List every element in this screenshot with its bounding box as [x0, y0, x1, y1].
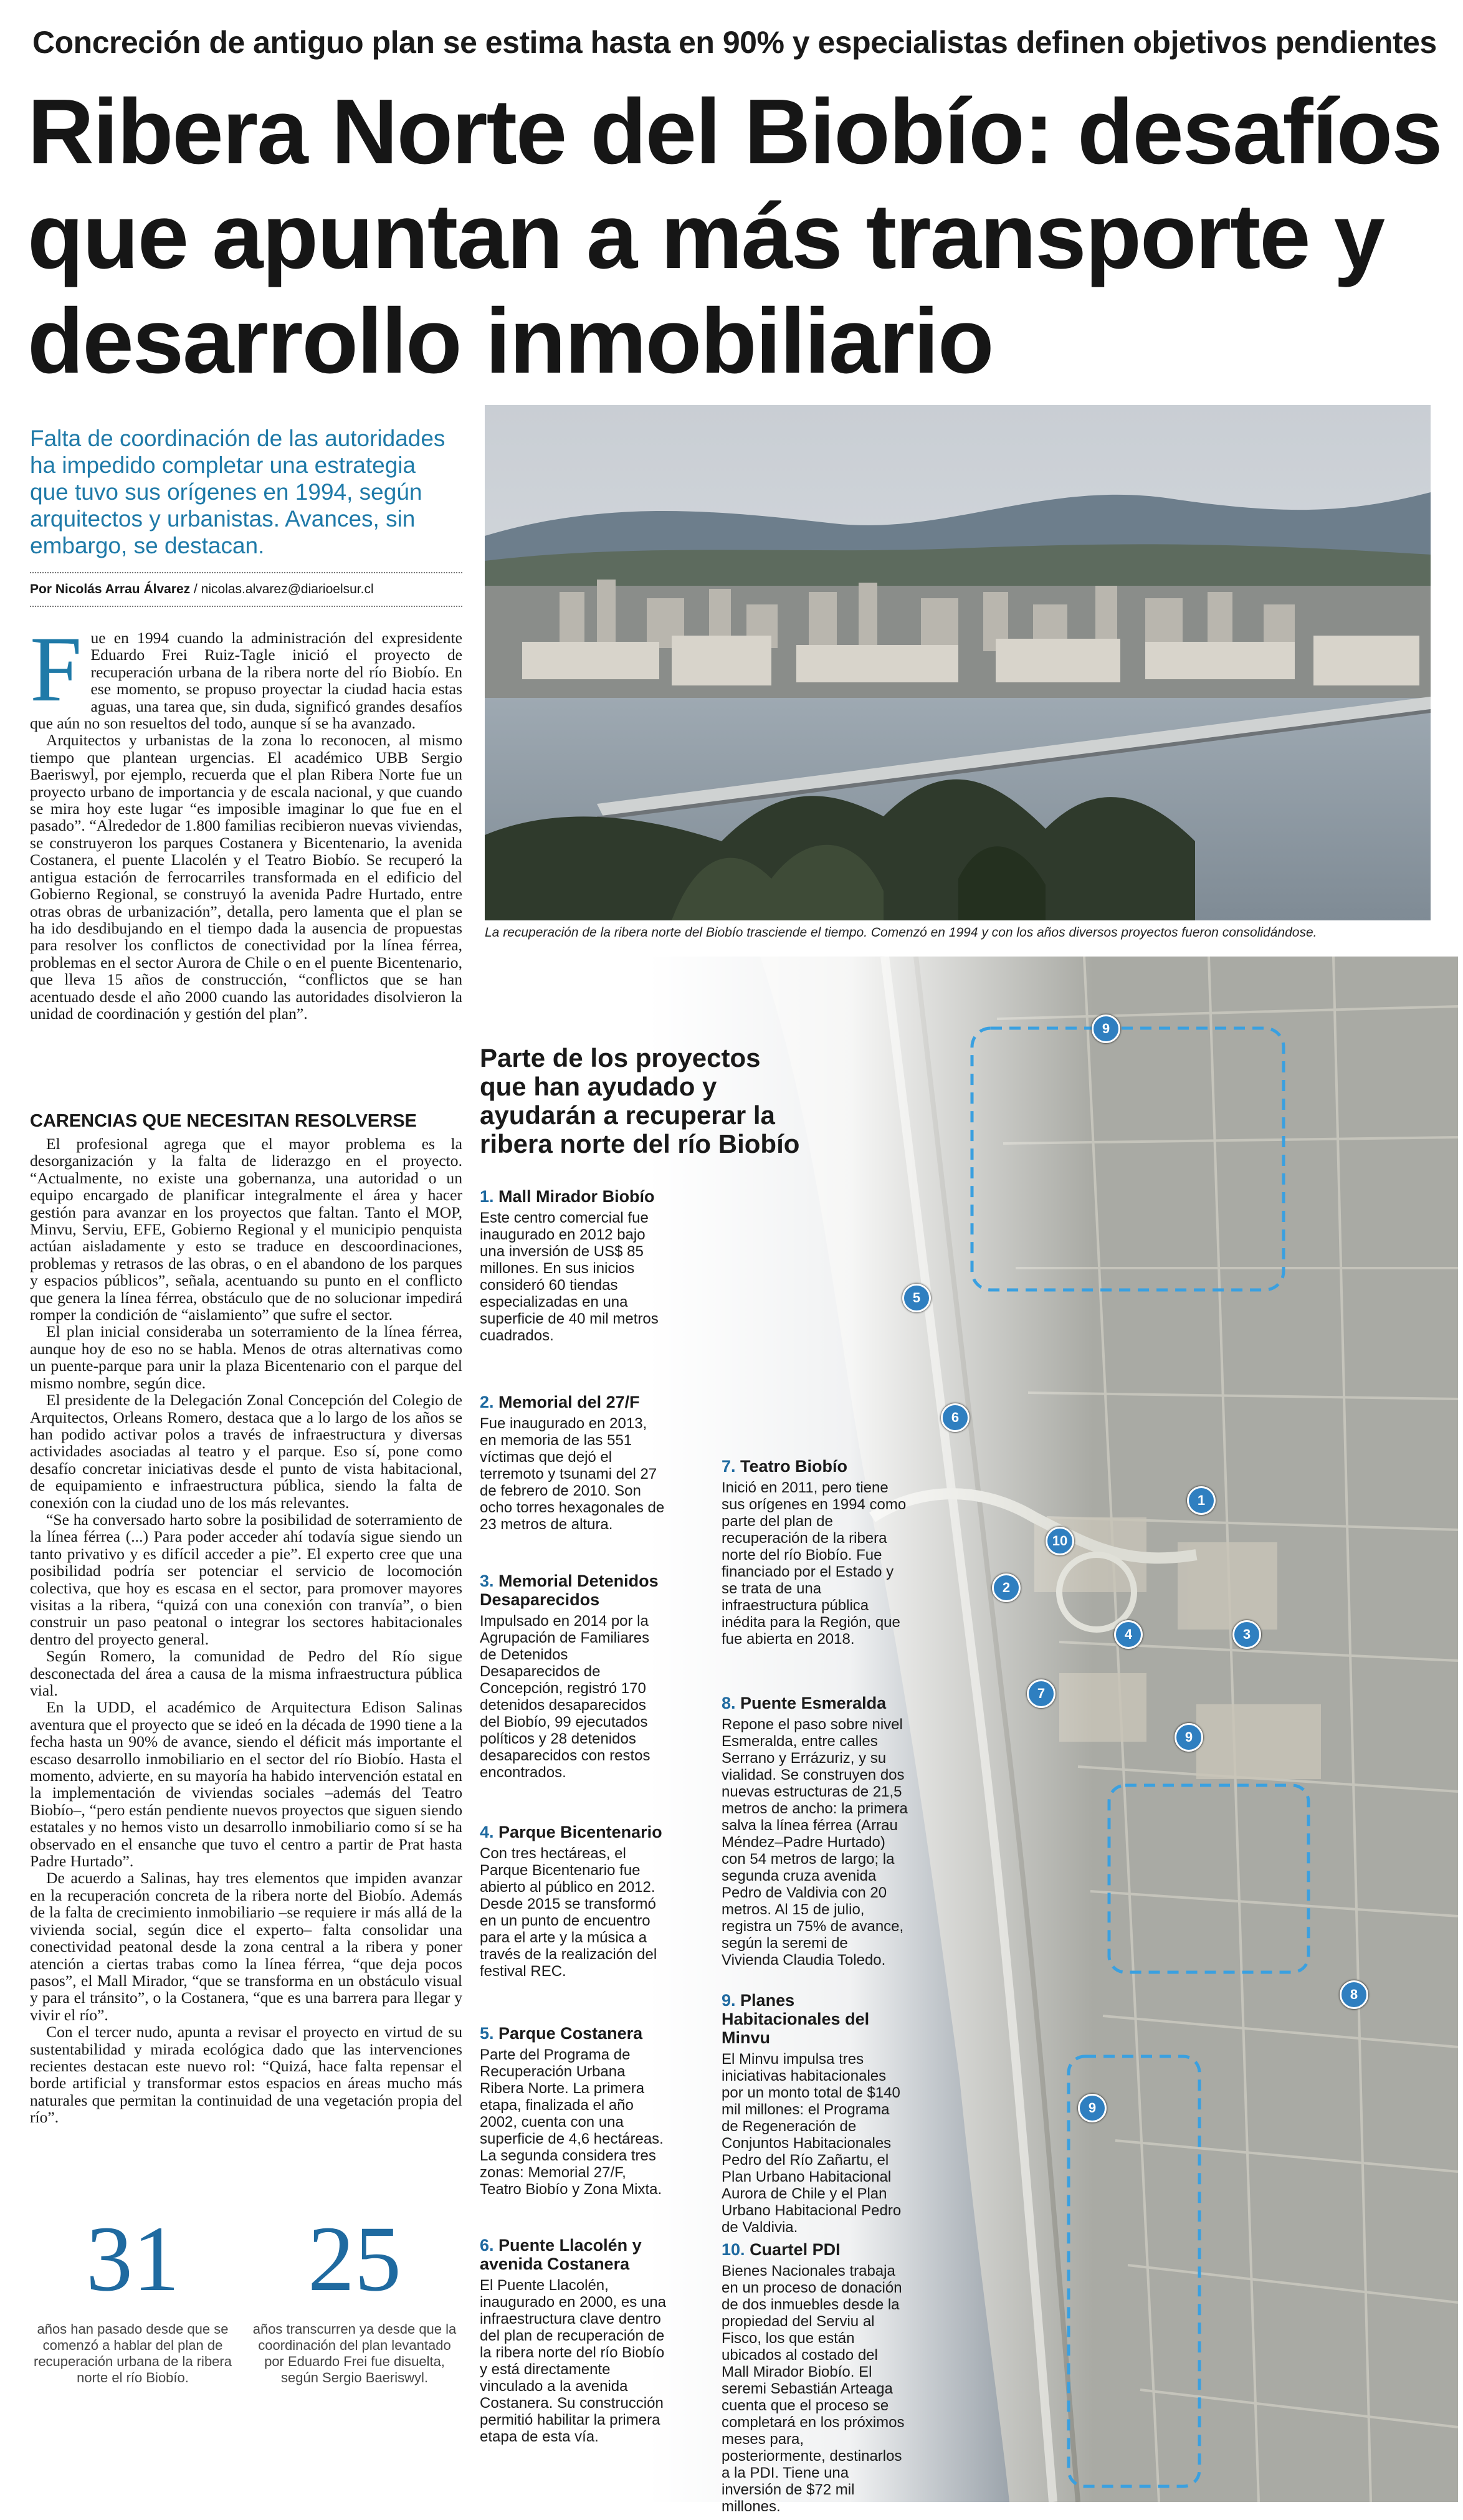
- project-description: Fue inaugurado en 2013, en memoria de las 551 víctimas que dejó el terremoto y tsunami del 27 de febrero de 2010. Son ocho torres hexagonales de 23 metros de altura.: [480, 1415, 665, 1533]
- map-marker-2: 2: [992, 1573, 1021, 1602]
- project-number: 3.: [480, 1572, 494, 1590]
- project-description: Repone el paso sobre nivel Esmeralda, entre calles Serrano y Errázuriz, y su vialidad. Se construyen dos nuevas estructuras de 21,5 metros de ancho: la primera salva la línea férrea (Arrau Méndez–Padre Hurtado) con 54 metros de largo; la segunda cruza avenida Pedro de Valdivia con 20 metros. Al 15 de julio, registra un 75% de avance, según la seremi de Vivienda Claudia Toledo.: [722, 1716, 908, 1969]
- project-item-6: [480, 2236, 667, 2445]
- map-marker-8: 8: [1340, 1980, 1368, 2009]
- project-description: Este centro comercial fue inaugurado en 2012 bajo una inversión de US$ 85 millones. En sus inicios consideró 60 tiendas especializadas en una superficie de 40 mil metros cuadrados.: [480, 1210, 659, 1344]
- stat-description: años han pasado desde que se comenzó a hablar del plan de recuperación urbana de la ribera norte el río Biobío.: [34, 2321, 232, 2385]
- article-paragraph: De acuerdo a Salinas, hay tres elementos que impiden avanzar en la recuperación concreta de la ribera norte del Biobío. Además de la falta de crecimiento inmobiliario –se requiere ir más allá de la vivienda social, según dice el experto– falta consolidar una conectividad peatonal desde la zona central a la ribera y poner atención a ciertas trabas como la línea férrea, “que deja pocos pasos”, el Mall Mirador, “que se transforma en un obstáculo visual y para el tránsito”, o la Costanera, “que es una barrera para llegar y vivir el río”.: [30, 1869, 462, 2024]
- map-marker-9: 9: [1078, 2094, 1107, 2122]
- divider: [30, 572, 462, 573]
- project-title: Mall Mirador Biobío: [498, 1187, 655, 1206]
- project-description: Con tres hectáreas, el Parque Bicentenario fue abierto al público en 2012. Desde 2015 se transformó en un punto de encuentro para el arte y la música a través de la realización del festival REC.: [480, 1845, 657, 1980]
- article-paragraph: Arquitectos y urbanistas de la zona lo reconocen, al mismo tiempo que plantean urgencias. El académico UBB Sergio Baeriswyl, por ejemplo, recuerda que el plan Ribera Norte fue un proyecto urbano de importancia y de escala nacional, y que cuando se mira hoy este lugar “es imposible imaginar lo que fue en el pasado”. “Alrededor de 1.800 familias recibieron nuevas viviendas, se construyeron los parques Costanera y Bicentenario, la avenida Costanera, el puente Llacolén y el Teatro Biobío. Se recuperó la antigua estación de ferrocarriles transformada en el edificio del Gobierno Regional, se construyó la avenida Padre Hurtado, entre otras obras de urbanización”, detalla, pero lamenta que el plan se ha ido desdibujando en el tiempo dada la ausencia de propuestas para resolver los conflictos de conectividad por la línea férrea, problemas en el sector Aurora de Chile o en el puente Bicentenario, que lleva 15 años de construcción, “conflictos que se han acentuado desde el año 2000 cuando las autoridades disolvieron la unidad de coordinación y gestión del plan”.: [30, 731, 462, 1023]
- project-item-1: [480, 1187, 667, 1344]
- headline-line-2: que apuntan a más transporte y: [27, 185, 1384, 288]
- article-paragraph: El presidente de la Delegación Zonal Concepción del Colegio de Arquitectos, Orleans Romero, destaca que a lo largo de los años se han podido activar polos a través de infraestructura y diversas actividades asociadas al teatro y el parque. Eso sí, pone como desafío concretar iniciativas desde el punto de vista habitacional, de equipamiento e infraestructura pública, siendo la falta de conexión con la ciudad uno de los más relevantes.: [30, 1391, 462, 1512]
- project-item-10: [722, 2240, 908, 2515]
- aerial-photo: [485, 405, 1431, 920]
- project-item-4: [480, 1823, 667, 1980]
- project-number: 6.: [480, 2236, 494, 2255]
- project-item-7: [722, 1457, 908, 1648]
- project-title: Puente Llacolén y avenida Costanera: [480, 2236, 642, 2273]
- map-marker-7: 7: [1027, 1679, 1056, 1708]
- project-title: Teatro Biobío: [740, 1457, 848, 1476]
- map-marker-6: 6: [941, 1403, 970, 1432]
- headline-line-1: Ribera Norte del Biobío: desafíos: [27, 80, 1442, 183]
- article-paragraph: El profesional agrega que el mayor problema es la desorganización y la falta de liderazgo en el proyecto. “Actualmente, no existe una gobernanza, una autoridad o un equipo encargado de planificar integralmente el área y hacer gestión para avanzar en los proyectos que faltan. Tanto el MOP, Minvu, Serviu, EFE, Gobierno Regional y el municipio penquista actúan aisladamente y esto se traduce en descoordinaciones, problemas y retrasos de las obras, o en el abandono de los parques y espacios públicos”, señala, acentuando su punto en el conflicto que genera la línea férrea, obstáculo que de no solucionar impedirá romper la condición de “aislamiento” que sufre el sector.: [30, 1135, 462, 1324]
- project-description: Parte del Programa de Recuperación Urbana Ribera Norte. La primera etapa, finalizada el año 2002, cuenta con una superficie de 4,6 hectáreas. La segunda considera tres zonas: Memorial 27/F, Teatro Biobío y Zona Mixta.: [480, 2046, 664, 2198]
- article-body-bottom: [30, 1135, 462, 2195]
- project-title: Memorial del 27/F: [498, 1393, 640, 1411]
- headline: [27, 80, 1442, 394]
- project-number: 1.: [480, 1187, 494, 1206]
- sidebar-title: Parte de los proyectos que han ayudado y ayudarán a recuperar la ribera norte del río Biobío: [480, 1043, 800, 1158]
- map-marker-9: 9: [1092, 1014, 1120, 1043]
- dropcap: F: [30, 618, 82, 721]
- project-number: 10.: [722, 2240, 745, 2259]
- project-number: 8.: [722, 1694, 736, 1712]
- project-title: Memorial Detenidos Desaparecidos: [480, 1572, 659, 1609]
- article-paragraph: En la UDD, el académico de Arquitectura Edison Salinas aventura que el proyecto que se ideó en la década de 1990 tiene a la fecha hasta un 90% de avance, siendo el déficit más importante el escaso desarrollo inmobiliario en el sector del río Biobío. Hasta el momento, advierte, en su mayoría ha habido intervención estatal en la implementación de viviendas sociales –además del Teatro Biobío–, “pero están pendiente nuevos proyectos que siguen siendo estatales y no hemos visto un desarrollo inmobiliario como sí se ha observado en el ensanche que tuvo el centro a partir de Prat hasta Padre Hurtado”.: [30, 1698, 462, 1871]
- divider: [30, 606, 462, 607]
- byline-author: Por Nicolás Arrau Álvarez: [30, 582, 191, 596]
- stat-value: 31: [86, 2207, 179, 2311]
- project-item-8: [722, 1694, 908, 1969]
- lead-paragraph: Falta de coordinación de las autoridades ha impedido completar una estrategia que tuvo sus orígenes en 1994, según arquitectos y urbanistas. Avances, sin embargo, se destacan.: [30, 426, 446, 558]
- project-item-9: [722, 1991, 908, 2236]
- article-paragraph: “Se ha conversado harto sobre la posibilidad de soterramiento de la línea férrea (...) Para poder acceder ahí todavía sigue siendo un tanto privativo y es difícil acceder a pie”. El experto cree que una posibilidad podría ser potenciar el servicio de locomoción colectiva, que hoy es escasa en el sector, para promover mayores visitas a la ribera, “quizá con una conexión con tranvía”, o bien construir un paso peatonal o integrar los sectores habitacionales dentro del proyecto general.: [30, 1510, 462, 1648]
- stat-25: [252, 2209, 457, 2386]
- article-paragraph: Según Romero, la comunidad de Pedro del Río sigue desconectada del área a causa de la misma infraestructura pública vial.: [30, 1647, 462, 1699]
- project-description: El Minvu impulsa tres iniciativas habitacionales por un monto total de $140 mil millones: el Programa de Regeneración de Conjuntos Habitacionales Pedro del Río Zañartu, el Plan Urbano Habitacional Aurora de Chile y el Plan Urbano Habitacional Pedro de Valdivia.: [722, 2051, 902, 2236]
- project-description: Impulsado en 2014 por la Agrupación de Familiares de Detenidos Desaparecidos de Concepción, registró 170 detenidos desaparecidos del Biobío, 99 ejecutados políticos y 28 detenidos desaparecidos con restos encontrados.: [480, 1613, 650, 1781]
- project-item-2: [480, 1393, 667, 1533]
- project-description: Bienes Nacionales trabaja en un proceso de donación de dos inmuebles desde la propiedad del Serviu al Fisco, los que están ubicados al costado del Mall Mirador Biobío. El seremi Sebastián Arteaga cuenta que el proceso se completará en los próximos meses para, posteriormente, destinarlos a la PDI. Tiene una inversión de $72 mil millones.: [722, 2263, 905, 2515]
- project-item-5: [480, 2024, 667, 2198]
- headline-line-3: desarrollo inmobiliario: [27, 290, 993, 393]
- project-number: 9.: [722, 1991, 736, 2010]
- byline-email: nicolas.alvarez@diarioelsur.cl: [201, 582, 374, 596]
- project-title: Cuartel PDI: [750, 2240, 841, 2259]
- project-number: 2.: [480, 1393, 494, 1411]
- article-paragraph: ue en 1994 cuando la administración del expresidente Eduardo Frei Ruiz-Tagle inició el proyecto de recuperación urbana de la ribera norte del río Biobío. En ese momento, se propuso proyectar la ciudad hacia estas aguas, una tarea que, sin duda, significó grandes desafíos que aún no son resueltos del todo, aunque sí se ha avanzado.: [30, 629, 462, 733]
- map-marker-4: 4: [1114, 1620, 1143, 1649]
- project-title: Parque Costanera: [498, 2024, 643, 2043]
- project-number: 5.: [480, 2024, 494, 2043]
- photo-caption: La recuperación de la ribera norte del Biobío trasciende el tiempo. Comenzó en 1994 y con los años diversos proyectos fueron consolidándose.: [485, 925, 1317, 940]
- map-marker-5: 5: [902, 1284, 931, 1312]
- article-paragraph: Con el tercer nudo, apunta a revisar el proyecto en virtud de su sustentabilidad y mirada ecológica dado que las intervenciones recientes destacan este nuevo rol: “Quizá, hace falta repensar el borde artificial y transformar estos espacios en áreas mucho más naturales que permitan la continuidad de una vegetación propia del río”.: [30, 2023, 462, 2127]
- project-number: 4.: [480, 1823, 494, 1841]
- map-marker-9: 9: [1175, 1723, 1203, 1752]
- section-subhead: CARENCIAS QUE NECESITAN RESOLVERSE: [30, 1111, 417, 1131]
- stat-description: años transcurren ya desde que la coordinación del plan levantado por Eduardo Frei fue disuelta, según Sergio Baeriswyl.: [252, 2321, 457, 2385]
- aerial-photo-illustration: [485, 405, 1431, 920]
- project-title: Planes Habitacionales del Minvu: [722, 1991, 870, 2047]
- byline: Por Nicolás Arrau Álvarez / nicolas.alvarez@diarioelsur.cl: [30, 582, 374, 596]
- project-description: Inició en 2011, pero tiene sus orígenes en 1994 como parte del plan de recuperación de la ribera norte del río Biobío. Fue financiado por el Estado y se trata de una infraestructura pública inédita para la Región, que fue abierta en 2018.: [722, 1479, 907, 1648]
- project-title: Parque Bicentenario: [498, 1823, 662, 1841]
- project-description: El Puente Llacolén, inaugurado en 2000, es una infraestructura clave dentro del plan de recuperación de la ribera norte del río Biobío y está directamente vinculado a la avenida Costanera. Su construcción permitió habilitar la primera etapa de esta vía.: [480, 2277, 666, 2445]
- project-number: 7.: [722, 1457, 736, 1476]
- map-marker-1: 1: [1187, 1486, 1216, 1515]
- stat-value: 25: [308, 2207, 401, 2311]
- map-marker-10: 10: [1046, 1527, 1074, 1555]
- map-marker-3: 3: [1232, 1620, 1261, 1649]
- stat-31: [30, 2209, 236, 2386]
- project-item-3: [480, 1572, 667, 1781]
- article-paragraph: El plan inicial consideraba un soterramiento de la línea férrea, aunque hoy de eso no se habla. Menos de otras alternativas como un puente-parque para unir la plaza Bicentenario con el parque del mismo nombre, según dice.: [30, 1322, 462, 1392]
- project-title: Puente Esmeralda: [740, 1694, 887, 1712]
- article-body-top: [30, 618, 462, 1103]
- kicker: Concreción de antiguo plan se estima hasta en 90% y especialistas definen objetivos pendientes: [32, 25, 1437, 60]
